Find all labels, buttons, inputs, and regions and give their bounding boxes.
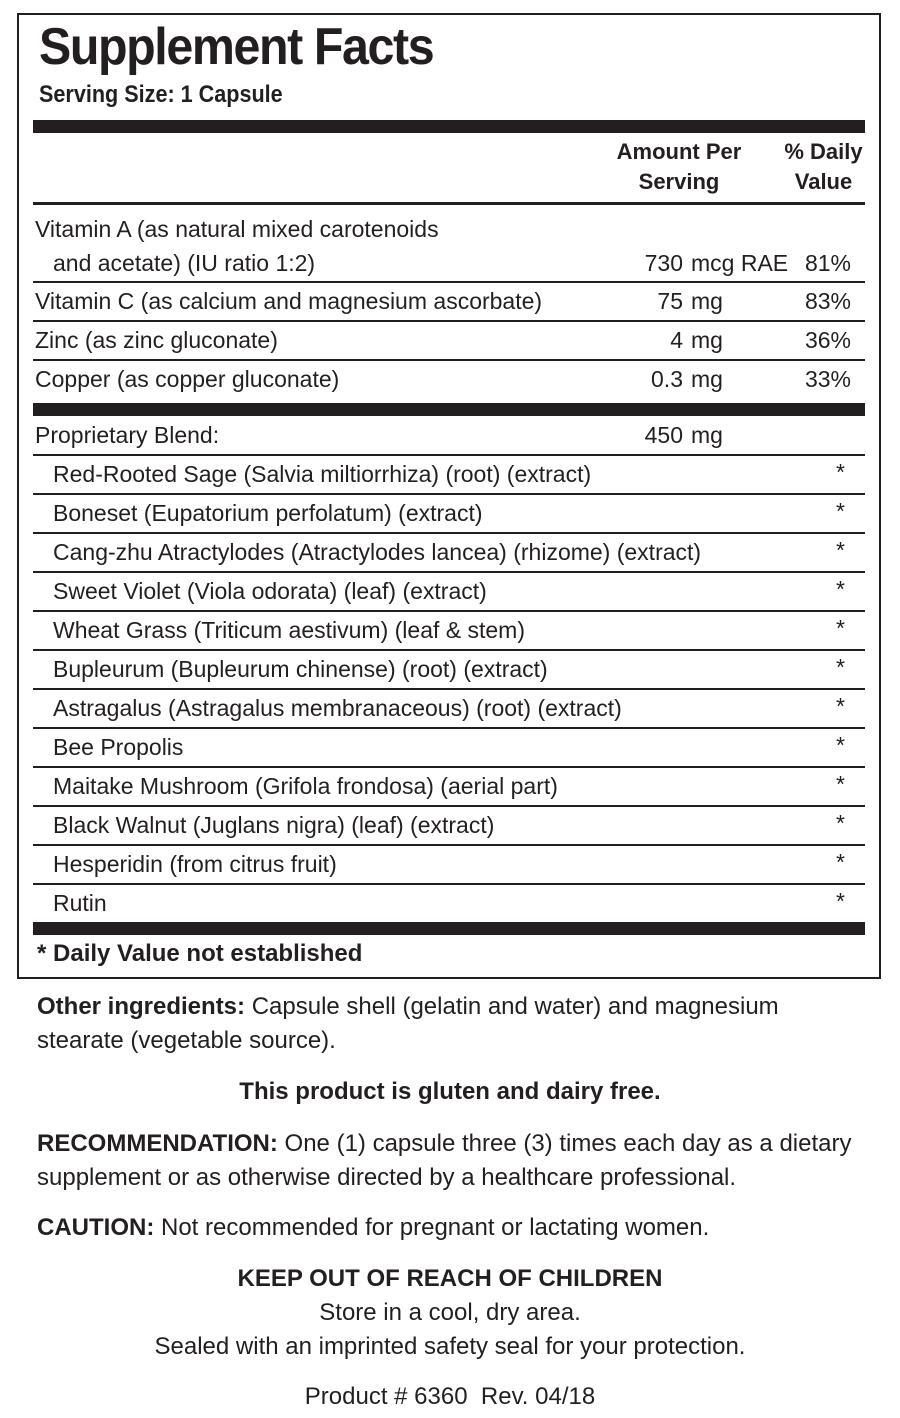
thick-divider: [33, 120, 865, 133]
nutrient-dv: 36%: [804, 327, 851, 353]
ingredient-name: Maitake Mushroom (Grifola frondosa) (aerial part): [53, 773, 558, 799]
dv-not-established-marker: *: [836, 615, 845, 641]
storage-instruction: Store in a cool, dry area.: [319, 1299, 581, 1326]
dv-not-established-marker: *: [836, 693, 845, 719]
caution-label: CAUTION:: [37, 1214, 155, 1241]
header-divider: [33, 202, 865, 205]
ingredient-name: Cang-zhu Atractylodes (Atractylodes lancea) (rhizome) (extract): [53, 539, 702, 565]
keep-out-warning: KEEP OUT OF REACH OF CHILDREN: [237, 1265, 663, 1292]
blend-ingredient-row: [33, 495, 865, 534]
dv-not-established-marker: *: [836, 576, 845, 602]
dv-not-established-marker: *: [836, 771, 845, 797]
ingredient-name: Boneset (Eupatorium perfolatum) (extract): [53, 500, 483, 526]
blend-ingredient-row: [33, 768, 865, 807]
recommendation-label: RECOMMENDATION:: [37, 1130, 278, 1157]
dv-not-established-marker: *: [836, 459, 845, 485]
nutrient-dv: 33%: [804, 366, 851, 392]
other-ingredients-label: Other ingredients:: [37, 993, 246, 1020]
nutrient-row-zinc: [33, 322, 865, 361]
blend-unit: mg: [691, 422, 723, 448]
nutrient-amount: 4: [670, 327, 683, 353]
proprietary-blend-row: [33, 417, 865, 456]
nutrient-amount: 730: [644, 250, 683, 276]
ingredient-name: Red-Rooted Sage (Salvia miltiorrhiza) (root) (extract): [53, 461, 592, 487]
caution: [37, 1211, 867, 1245]
ingredient-name: Wheat Grass (Triticum aestivum) (leaf & stem): [53, 617, 526, 643]
other-ingredients: [37, 990, 867, 1058]
nutrient-name: Zinc (as zinc gluconate): [35, 327, 278, 353]
daily-value-header: % Daily Value: [784, 139, 863, 194]
ingredient-name: Astragalus (Astragalus membranaceous) (root) (extract): [53, 695, 622, 721]
panel-title: Supplement Facts: [39, 18, 434, 76]
recommendation-text: One (1) capsule three (3) times each day as a dietary supplement or as otherwise directed by a healthcare professional.: [37, 1130, 852, 1191]
dv-not-established-marker: *: [836, 498, 845, 524]
blend-ingredient-row: [33, 534, 865, 573]
safety-seal-notice: Sealed with an imprinted safety seal for your protection.: [154, 1333, 746, 1360]
nutrient-dv: 83%: [804, 288, 851, 314]
serving-size: Serving Size: 1 Capsule: [39, 81, 283, 108]
daily-value-footnote: * Daily Value not established: [37, 940, 363, 967]
caution-text: Not recommended for pregnant or lactating women.: [154, 1214, 710, 1241]
nutrient-row-vitamin-c: [33, 283, 865, 322]
nutrient-amount: 75: [657, 288, 683, 314]
nutrient-row-vitamin-a: [33, 213, 865, 283]
dv-not-established-marker: *: [836, 888, 845, 914]
supplement-facts-panel: [17, 13, 881, 979]
blend-ingredient-row: [33, 690, 865, 729]
blend-ingredient-row: [33, 885, 865, 922]
nutrient-name: Vitamin C (as calcium and magnesium ascorbate): [35, 288, 543, 314]
nutrient-name-line1: Vitamin A (as natural mixed carotenoids: [35, 216, 439, 242]
product-code: Product # 6360 Rev. 04/18: [304, 1383, 596, 1410]
blend-ingredient-row: [33, 651, 865, 690]
blend-ingredient-row: [33, 573, 865, 612]
dv-not-established-marker: *: [836, 810, 845, 836]
ingredient-name: Bupleurum (Bupleurum chinense) (root) (extract): [53, 656, 548, 682]
ingredient-name: Black Walnut (Juglans nigra) (leaf) (extract): [53, 812, 495, 838]
thick-divider: [33, 403, 865, 416]
dv-not-established-marker: *: [836, 732, 845, 758]
other-ingredients-text: Capsule shell (gelatin and water) and magnesium stearate (vegetable source).: [37, 993, 779, 1054]
nutrient-unit: mg: [691, 366, 723, 392]
blend-amount: 450: [644, 422, 683, 448]
nutrient-amount: 0.3: [651, 366, 683, 392]
nutrient-unit: mg: [691, 288, 723, 314]
nutrient-name-line2: and acetate) (IU ratio 1:2): [53, 250, 316, 276]
recommendation: [37, 1127, 867, 1195]
dv-not-established-marker: *: [836, 849, 845, 875]
nutrient-dv: 81%: [804, 250, 851, 276]
ingredient-name: Bee Propolis: [53, 734, 184, 760]
gluten-dairy-statement: This product is gluten and dairy free.: [239, 1078, 661, 1105]
dv-not-established-marker: *: [836, 654, 845, 680]
ingredient-name: Sweet Violet (Viola odorata) (leaf) (extract): [53, 578, 487, 604]
blend-ingredient-row: [33, 729, 865, 768]
nutrient-unit: mg: [691, 327, 723, 353]
blend-ingredient-row: [33, 456, 865, 495]
blend-name: Proprietary Blend:: [35, 422, 220, 448]
nutrient-unit: mcg RAE: [691, 250, 789, 276]
nutrient-name: Copper (as copper gluconate): [35, 366, 340, 392]
nutrient-row-copper: [33, 361, 865, 398]
blend-ingredient-row: [33, 612, 865, 651]
blend-ingredient-row: [33, 807, 865, 846]
amount-per-serving-header: Amount Per Serving: [616, 139, 742, 194]
ingredient-name: Hesperidin (from citrus fruit): [53, 851, 337, 877]
dv-not-established-marker: *: [836, 537, 845, 563]
blend-ingredient-row: [33, 846, 865, 885]
ingredient-name: Rutin: [53, 890, 107, 916]
thick-divider: [33, 922, 865, 935]
